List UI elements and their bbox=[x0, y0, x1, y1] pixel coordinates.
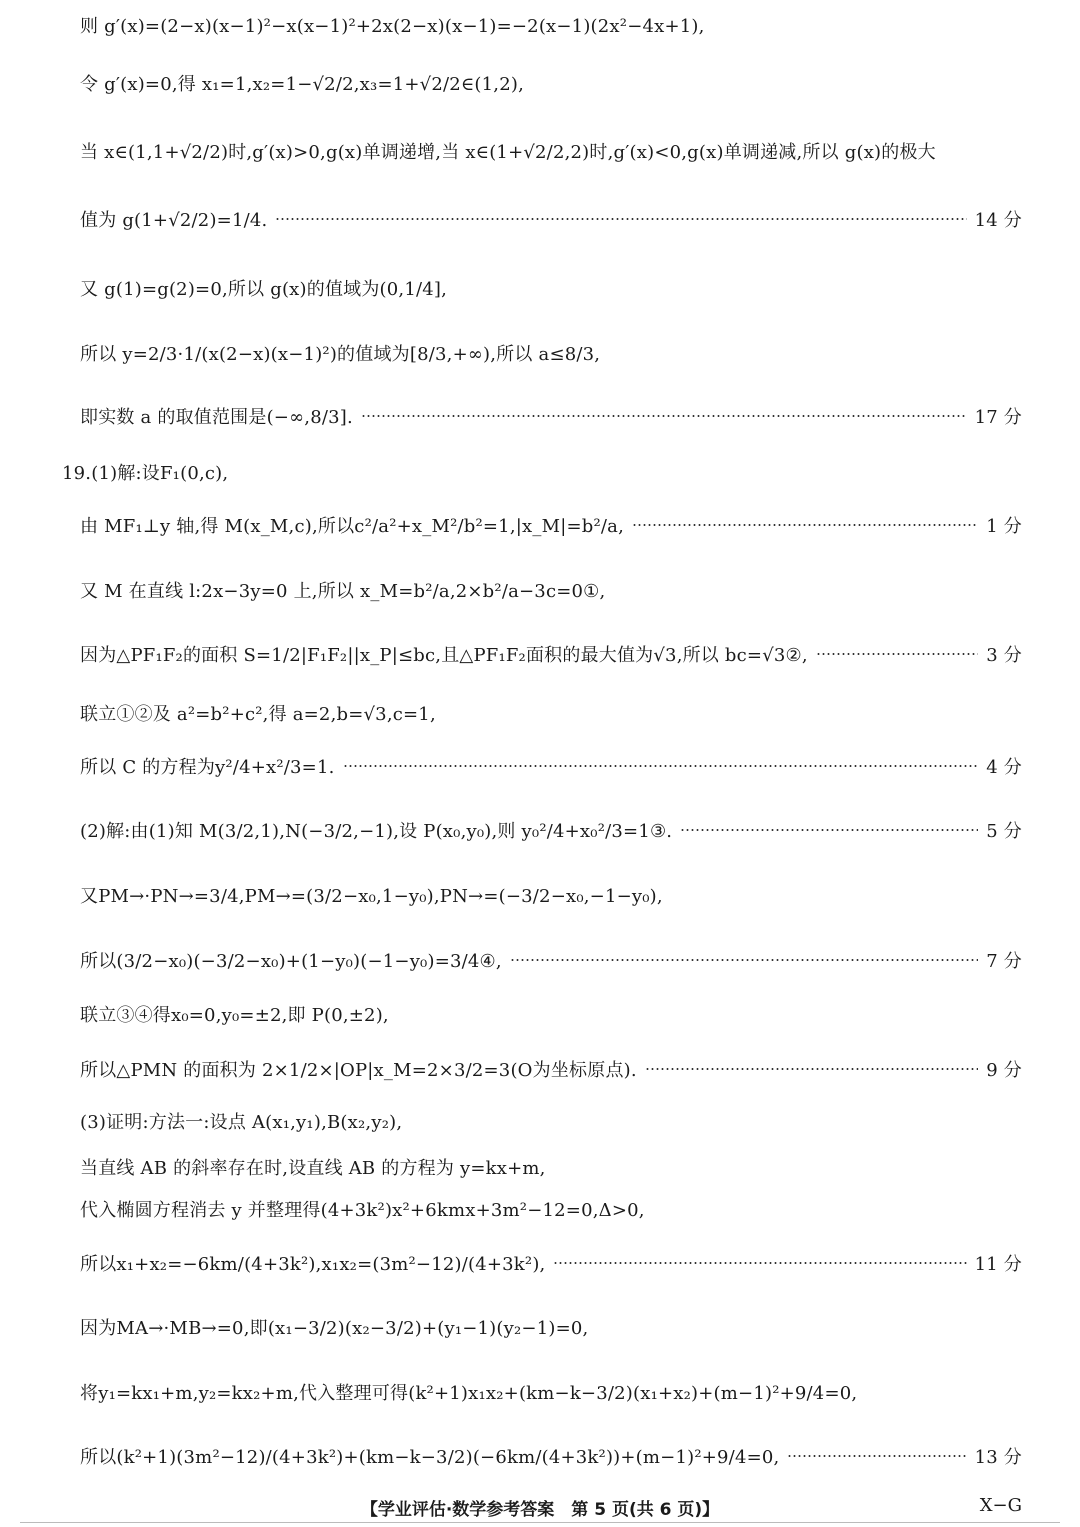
leader-dots bbox=[275, 218, 966, 220]
line-7 bbox=[80, 403, 1022, 429]
line-9 bbox=[80, 512, 1022, 538]
line-10 bbox=[80, 577, 1022, 603]
line-5 bbox=[80, 275, 1022, 301]
score-label: 14 分 bbox=[974, 210, 1022, 231]
leader-dots bbox=[816, 653, 978, 655]
line-1 bbox=[80, 12, 1022, 38]
question-heading: 19.(1)解:设F₁(0,c), bbox=[62, 463, 229, 484]
line-text: 则 g′(x)=(2−x)(x−1)²−x(x−1)²+2x(2−x)(x−1)=−2(x−1)(2x²−4x+1), bbox=[80, 16, 705, 37]
line-16 bbox=[80, 947, 1022, 973]
line-15 bbox=[80, 882, 1022, 908]
line-text: 当 x∈(1,1+√2/2)时,g′(x)>0,g(x)单调递增,当 x∈(1+√2/2,2)时,g′(x)<0,g(x)单调递减,所以 g(x)的极大 bbox=[80, 142, 936, 163]
line-3 bbox=[80, 138, 1022, 164]
line-11 bbox=[80, 641, 1022, 667]
line-text: 又PM→·PN→=3/4,PM→=(3/2−x₀,1−y₀),PN→=(−3/2−x₀,−1−y₀), bbox=[80, 886, 663, 907]
line-8 bbox=[62, 459, 1022, 485]
line-text: 所以(k²+1)(3m²−12)/(4+3k²)+(km−k−3/2)(−6km/(4+3k²))+(m−1)²+9/4=0, bbox=[80, 1447, 780, 1468]
bottom-divider bbox=[20, 1522, 1060, 1523]
line-text: (3)证明:方法一:设点 A(x₁,y₁),B(x₂,y₂), bbox=[80, 1112, 403, 1133]
leader-dots bbox=[510, 959, 978, 961]
line-text: 所以(3/2−x₀)(−3/2−x₀)+(1−y₀)(−1−y₀)=3/4④, bbox=[80, 951, 502, 972]
line-6 bbox=[80, 340, 1022, 366]
line-text: (2)解:由(1)知 M(3/2,1),N(−3/2,−1),设 P(x₀,y₀),则 y₀²/4+x₀²/3=1③. bbox=[80, 821, 673, 842]
score-label: 5 分 bbox=[986, 821, 1022, 842]
leader-dots bbox=[343, 765, 979, 767]
line-text: 代入椭圆方程消去 y 并整理得(4+3k²)x²+6kmx+3m²−12=0,Δ>0, bbox=[80, 1200, 645, 1221]
line-text: 所以△PMN 的面积为 2×1/2×|OP|x_M=2×3/2=3(O为坐标原点). bbox=[80, 1060, 637, 1081]
line-text: 所以x₁+x₂=−6km/(4+3k²),x₁x₂=(3m²−12)/(4+3k²), bbox=[80, 1254, 546, 1275]
score-label: 11 分 bbox=[974, 1254, 1022, 1275]
line-18 bbox=[80, 1056, 1022, 1082]
score-label: 17 分 bbox=[974, 407, 1022, 428]
line-20 bbox=[80, 1154, 1022, 1180]
score-label: 9 分 bbox=[986, 1060, 1022, 1081]
score-label: 1 分 bbox=[986, 516, 1022, 537]
leader-dots bbox=[680, 829, 978, 831]
score-label: 7 分 bbox=[986, 951, 1022, 972]
leader-dots bbox=[787, 1455, 966, 1457]
line-text: 所以 y=2/3·1/(x(2−x)(x−1)²)的值域为[8/3,+∞),所以 a≤8/3, bbox=[80, 344, 601, 365]
line-14 bbox=[80, 817, 1022, 843]
line-text: 又 M 在直线 l:2x−3y=0 上,所以 x_M=b²/a,2×b²/a−3c=0①, bbox=[80, 581, 606, 602]
leader-dots bbox=[632, 524, 978, 526]
line-text: 联立①②及 a²=b²+c²,得 a=2,b=√3,c=1, bbox=[80, 704, 436, 725]
line-text: 即实数 a 的取值范围是(−∞,8/3]. bbox=[80, 407, 353, 428]
score-label: 4 分 bbox=[986, 757, 1022, 778]
leader-dots bbox=[645, 1068, 978, 1070]
line-text: 由 MF₁⊥y 轴,得 M(x_M,c),所以c²/a²+x_M²/b²=1,|x_M|=b²/a, bbox=[80, 516, 624, 537]
line-17 bbox=[80, 1001, 1022, 1027]
line-text: 令 g′(x)=0,得 x₁=1,x₂=1−√2/2,x₃=1+√2/2∈(1,2), bbox=[80, 74, 525, 95]
footer-code: X−G bbox=[979, 1495, 1022, 1516]
leader-dots bbox=[553, 1262, 966, 1264]
line-4 bbox=[80, 206, 1022, 232]
leader-dots bbox=[361, 415, 967, 417]
line-text: 又 g(1)=g(2)=0,所以 g(x)的值域为(0,1/4], bbox=[80, 279, 448, 300]
line-text: 将y₁=kx₁+m,y₂=kx₂+m,代入整理可得(k²+1)x₁x₂+(km−k−3/2)(x₁+x₂)+(m−1)²+9/4=0, bbox=[80, 1383, 858, 1404]
line-21 bbox=[80, 1196, 1022, 1222]
page-footer bbox=[0, 1495, 1080, 1519]
line-12 bbox=[80, 700, 1022, 726]
line-text: 值为 g(1+√2/2)=1/4. bbox=[80, 210, 268, 231]
line-text: 当直线 AB 的斜率存在时,设直线 AB 的方程为 y=kx+m, bbox=[80, 1158, 546, 1179]
score-label: 3 分 bbox=[986, 645, 1022, 666]
line-text: 因为△PF₁F₂的面积 S=1/2|F₁F₂||x_P|≤bc,且△PF₁F₂面积的最大值为√3,所以 bc=√3②, bbox=[80, 645, 808, 666]
line-19 bbox=[80, 1108, 1022, 1134]
line-22 bbox=[80, 1250, 1022, 1276]
line-2 bbox=[80, 70, 1022, 96]
line-text: 因为MA→·MB→=0,即(x₁−3/2)(x₂−3/2)+(y₁−1)(y₂−1)=0, bbox=[80, 1318, 589, 1339]
line-text: 联立③④得x₀=0,y₀=±2,即 P(0,±2), bbox=[80, 1005, 389, 1026]
line-23 bbox=[80, 1314, 1022, 1340]
score-label: 13 分 bbox=[974, 1447, 1022, 1468]
line-25 bbox=[80, 1443, 1022, 1469]
footer-title: 【学业评估·数学参考答案 第 5 页(共 6 页)】 bbox=[360, 1500, 720, 1520]
line-text: 所以 C 的方程为y²/4+x²/3=1. bbox=[80, 757, 335, 778]
line-24 bbox=[80, 1379, 1022, 1405]
line-13 bbox=[80, 753, 1022, 779]
